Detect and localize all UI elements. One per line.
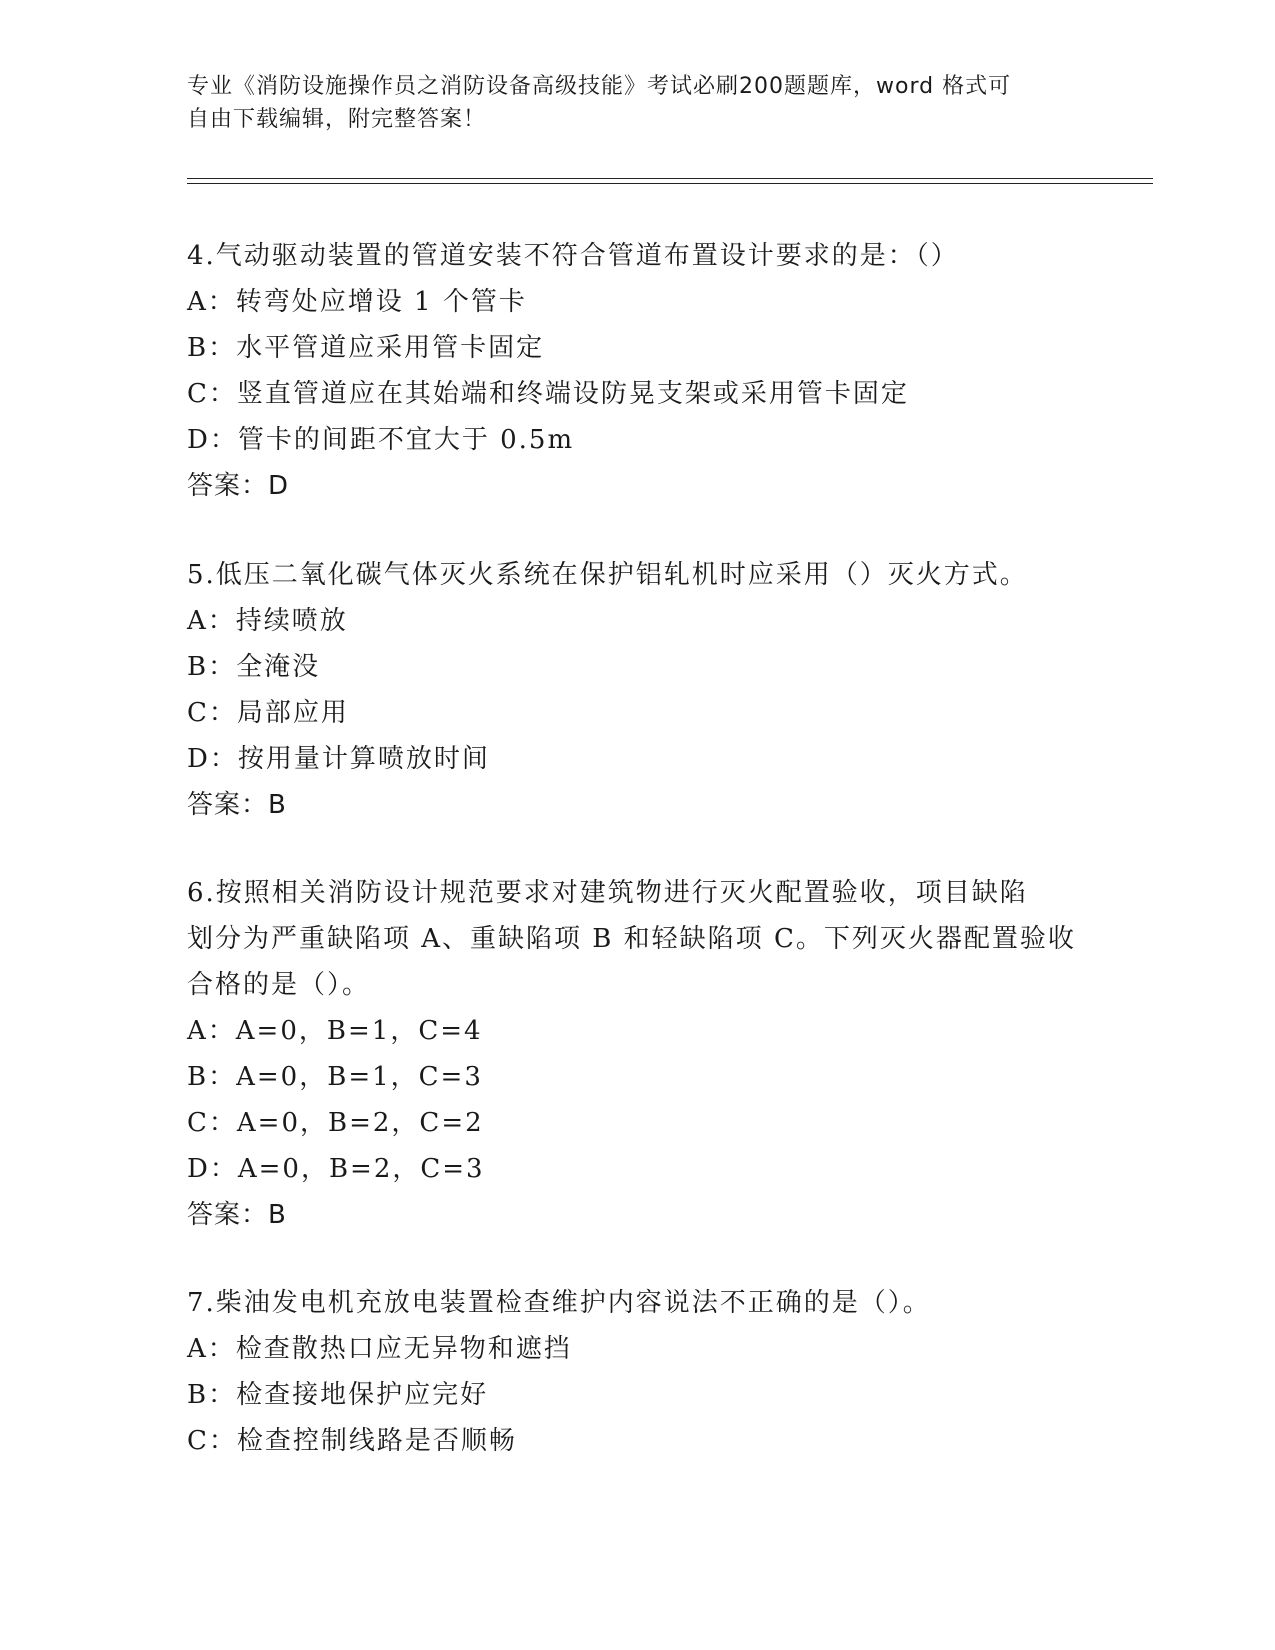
option-b: B：全淹没 — [187, 652, 321, 682]
question-title: 4.气动驱动装置的管道安装不符合管道布置设计要求的是：（） — [187, 241, 959, 271]
question-4 — [187, 233, 1087, 509]
question-title-line-1: 6.按照相关消防设计规范要求对建筑物进行灭火配置验收，项目缺陷 — [187, 878, 1028, 908]
question-title-line-3: 合格的是（）。 — [187, 970, 371, 1000]
option-a: A：A=0，B=1，C=4 — [187, 1016, 483, 1046]
option-c: C：检查控制线路是否顺畅 — [187, 1426, 517, 1456]
question-6 — [187, 870, 1087, 1238]
header-divider-bottom — [187, 183, 1153, 184]
question-7 — [187, 1280, 1087, 1464]
option-d: D：A=0，B=2，C=3 — [187, 1154, 485, 1184]
answer-line: 答案：D — [187, 471, 290, 501]
option-a: A：检查散热口应无异物和遮挡 — [187, 1334, 572, 1364]
header-line-2: 自由下载编辑，附完整答案！ — [187, 107, 487, 132]
option-c: C：竖直管道应在其始端和终端设防晃支架或采用管卡固定 — [187, 379, 909, 409]
document-header — [187, 70, 1087, 136]
question-title-line-2: 划分为严重缺陷项 A、重缺陷项 B 和轻缺陷项 C。下列灭火器配置验收 — [187, 924, 1076, 954]
option-a: A：持续喷放 — [187, 606, 348, 636]
option-b: B：水平管道应采用管卡固定 — [187, 333, 545, 363]
option-b: B：检查接地保护应完好 — [187, 1380, 489, 1410]
question-title: 5.低压二氧化碳气体灭火系统在保护铝轧机时应采用（）灭火方式。 — [187, 560, 1028, 590]
option-c: C：局部应用 — [187, 698, 349, 728]
answer-line: 答案：B — [187, 1200, 287, 1230]
question-title: 7.柴油发电机充放电装置检查维护内容说法不正确的是（）。 — [187, 1288, 931, 1318]
question-5 — [187, 552, 1087, 828]
header-divider-top — [187, 178, 1153, 179]
option-d: D：按用量计算喷放时间 — [187, 744, 490, 774]
option-c: C：A=0，B=2，C=2 — [187, 1108, 484, 1138]
option-d: D：管卡的间距不宜大于 0.5m — [187, 425, 575, 455]
option-b: B：A=0，B=1，C=3 — [187, 1062, 483, 1092]
answer-line: 答案：B — [187, 790, 287, 820]
header-line-1: 专业《消防设施操作员之消防设备高级技能》考试必刷200题题库，word 格式可 — [187, 74, 1012, 99]
option-a: A：转弯处应增设 1 个管卡 — [187, 287, 527, 317]
